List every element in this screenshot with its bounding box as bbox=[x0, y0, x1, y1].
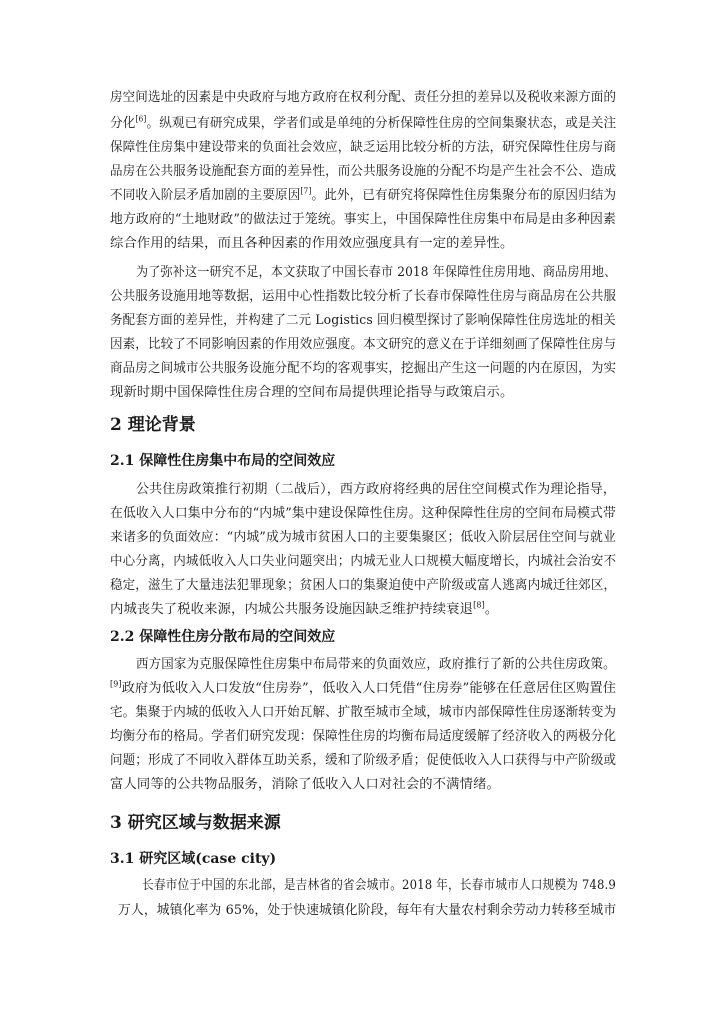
paragraph-line: 保障性住房集中建设带来的负面社会效应，缺乏运用比较分析的方法，研究保障性住房与商 bbox=[110, 140, 617, 155]
paragraph-line: 因素，比较了不同影响因素的作用效应强度。本文研究的意义在于详细刻画了保障性住房与 bbox=[110, 337, 617, 352]
paragraph-line: 为了弥补这一研究不足，本文获取了中国长春市 2018 年保障性住房用地、商品房用地、 bbox=[136, 265, 617, 280]
paragraph-text: 。 bbox=[484, 602, 499, 617]
paragraph-line: 均衡分布的格局。学者们研究发现：保障性住房的均衡布局适度缓解了经济收入的两极分化 bbox=[110, 729, 617, 744]
subsection-heading: 3.1 研究区域(case city) bbox=[110, 851, 277, 867]
subsection-heading: 2.1 保障性住房集中布局的空间效应 bbox=[110, 453, 336, 469]
paragraph-line: 宅。集聚于内城的低收入人口开始瓦解、扩散至城市全域，城市内部保障性住房逐渐转变为 bbox=[110, 705, 617, 720]
paragraph-text: 不同收入阶层矛盾加剧的主要原因 bbox=[110, 188, 301, 203]
paragraph-line: 来诸多的负面效应：“内城”成为城市贫困人口的主要集聚区；低收入阶层居住空间与就业 bbox=[110, 530, 616, 545]
subsection-heading: 2.2 保障性住房分散布局的空间效应 bbox=[110, 629, 336, 645]
paragraph-line bbox=[110, 680, 616, 698]
section-heading: 3 研究区域与数据来源 bbox=[110, 813, 281, 833]
paragraph-line: 地方政府的“土地财政”的做法过于笼统。事实上，中国保障性住房集中布局是由多种因素 bbox=[110, 212, 616, 227]
paragraph-line: 万人，城镇化率为 65%，处于快速城镇化阶段，每年有大量农村剩余劳动力转移至城市 bbox=[118, 903, 617, 918]
paragraph-line: 稳定，滋生了大量违法犯罪现象；贫困人口的集聚迫使中产阶级或富人逃离内城迁往郊区， bbox=[110, 578, 617, 593]
paragraph-line: 问题；形成了不同收入群体互助关系，缓和了阶级矛盾；促使低收入人口获得与中产阶级或 bbox=[110, 753, 617, 768]
citation-ref[interactable]: [9] bbox=[110, 679, 122, 689]
paragraph-line: 中心分离，内城低收入人口失业问题突出；内城无业人口规模大幅度增长，内城社会治安不 bbox=[110, 554, 617, 569]
paragraph-line: 公共住房政策推行初期（二战后），西方政府将经典的居住空间模式作为理论指导， bbox=[136, 482, 617, 497]
paragraph-line: 商品房之间城市公共服务设施分配不均的客观事实，挖掘出产生这一问题的内在原因，为实 bbox=[110, 361, 617, 376]
citation-ref[interactable]: [6] bbox=[135, 114, 147, 124]
paragraph-text: 。纵观已有研究成果，学者们或是单纯的分析保障性住房的空间集聚状态，或是关注 bbox=[146, 116, 617, 131]
paragraph-line bbox=[110, 187, 616, 205]
paragraph-line: 品房在公共服务设施配套方面的差异性，而公共服务设施的分配不均是产生社会不公、造成 bbox=[110, 164, 617, 179]
citation-ref[interactable]: [8] bbox=[473, 600, 485, 610]
paragraph-line: 务配套方面的差异性，并构建了二元 Logistics 回归模型探讨了影响保障性住房选址的相关 bbox=[110, 313, 616, 328]
paragraph-line: 在低收入人口集中分布的“内城”集中建设保障性住房。这种保障性住房的空间布局模式带 bbox=[110, 506, 616, 521]
paragraph-line: 房空间选址的因素是中央政府与地方政府在权利分配、责任分担的差异以及税收来源方面的 bbox=[110, 90, 617, 105]
paragraph-text: 。此外，已有研究将保障性住房集聚分布的原因归结为 bbox=[311, 188, 617, 203]
paragraph-text: 内城丧失了税收来源，内城公共服务设施因缺乏维护持续衰退 bbox=[110, 602, 474, 617]
paragraph-text: 分化 bbox=[110, 116, 136, 131]
paragraph-line: 公共服务设施用地等数据，运用中心性指数比较分析了长春市保障性住房与商品房在公共服 bbox=[110, 289, 617, 304]
paragraph-line: 现新时期中国保障性住房合理的空间布局提供理论指导与政策启示。 bbox=[110, 385, 514, 400]
paragraph-line: 富人同等的公共物品服务，消除了低收入人口对社会的不满情绪。 bbox=[110, 777, 500, 792]
paragraph-line bbox=[110, 115, 616, 133]
section-heading: 2 理论背景 bbox=[110, 415, 196, 435]
paragraph-line: 长春市位于中国的东北部，是吉林省的省会城市。2018 年，长春市城市人口规模为 748.9 bbox=[142, 878, 616, 893]
citation-ref[interactable]: [7] bbox=[300, 186, 312, 196]
paragraph-line: 综合作用的结果，而且各种因素的作用效应强度具有一定的差异性。 bbox=[110, 236, 514, 251]
paragraph-line bbox=[110, 601, 498, 619]
paragraph-line: 西方国家为克服保障性住房集中布局带来的负面效应，政府推行了新的公共住房政策。 bbox=[136, 657, 616, 672]
paragraph-text: 政府为低收入人口发放“住房券”，低收入人口凭借“住房券”能够在任意居住区购置住 bbox=[121, 681, 617, 696]
